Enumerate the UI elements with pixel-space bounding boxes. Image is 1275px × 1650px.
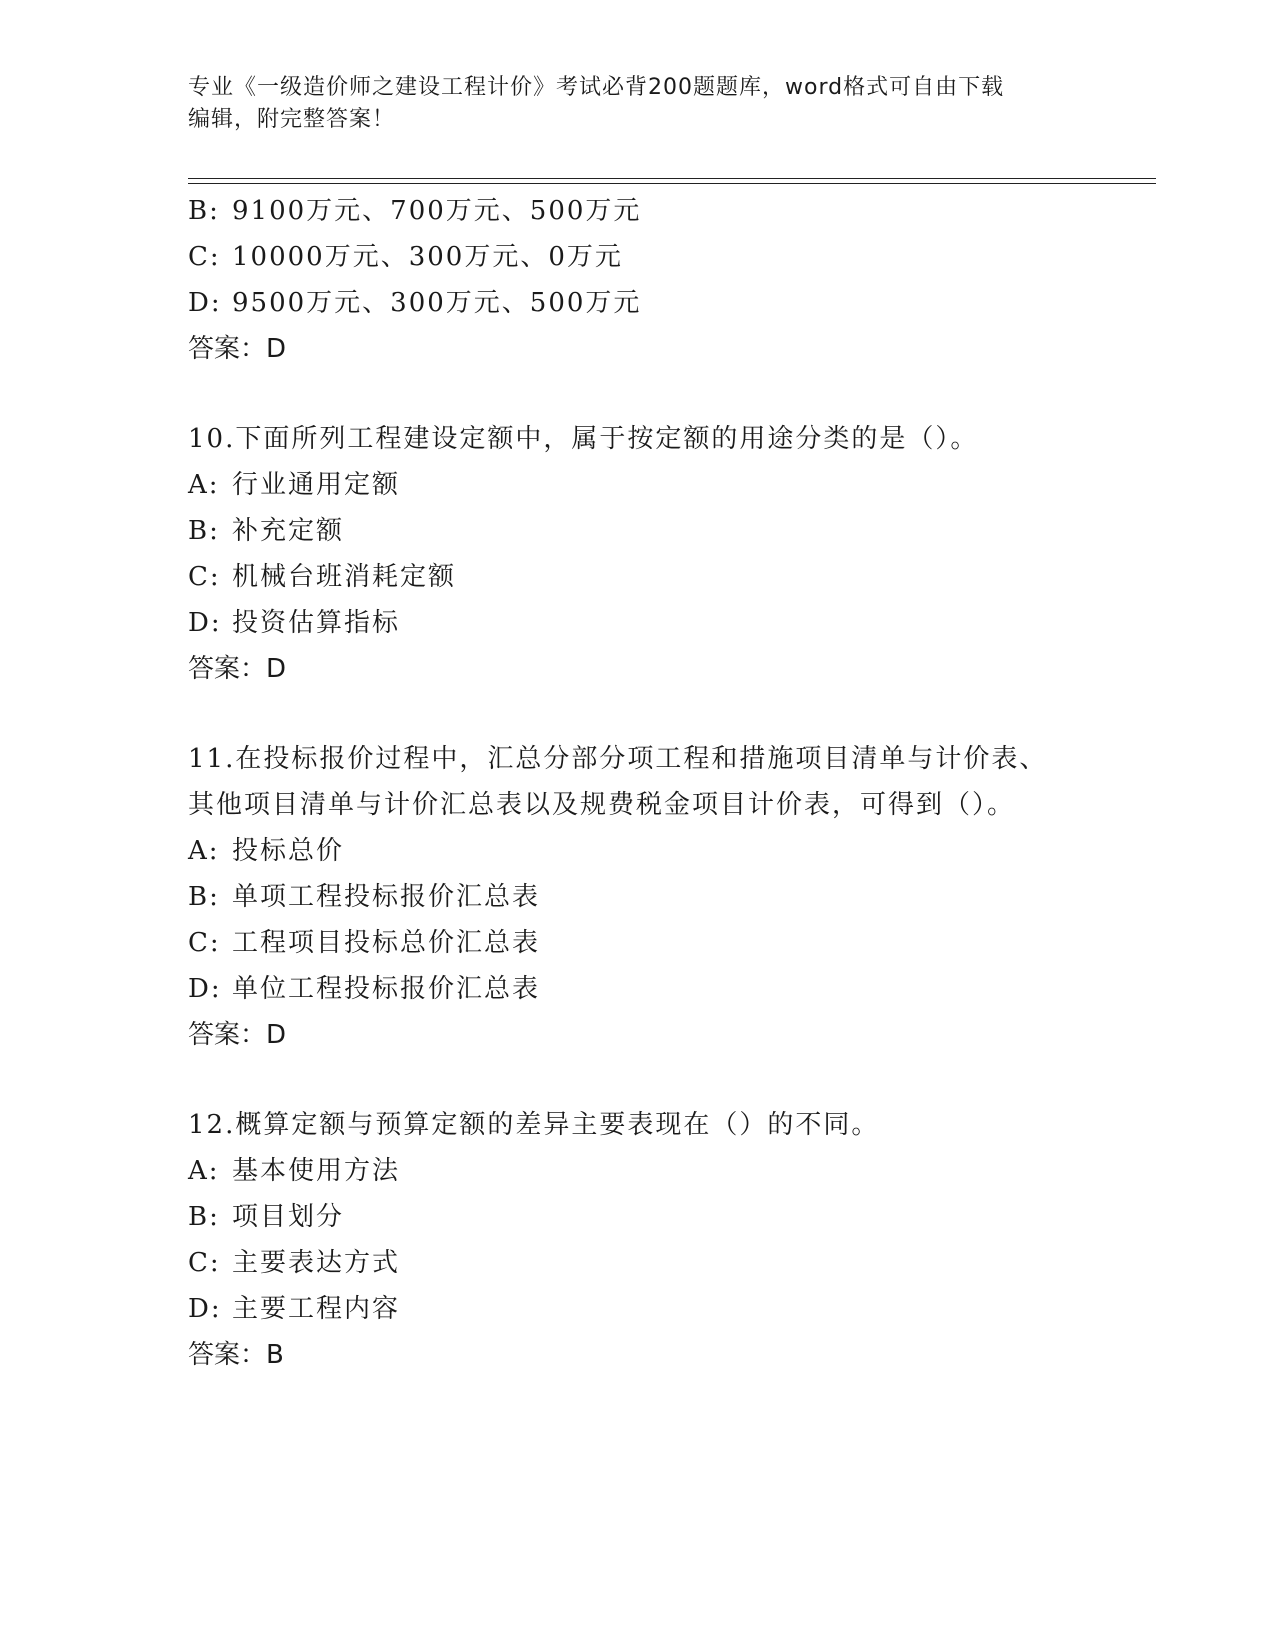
option-text: 单项工程投标报价汇总表	[232, 882, 541, 912]
option-text: 行业通用定额	[232, 470, 401, 500]
option-text: 项目划分	[232, 1202, 345, 1232]
header-line-1: 专业《一级造价师之建设工程计价》考试必背200题题库，word格式可自由下载	[188, 75, 1005, 100]
option-text: 10000万元、300万元、0万元	[232, 242, 623, 272]
option-a	[188, 828, 1156, 874]
option-text: 单位工程投标报价汇总表	[232, 974, 541, 1004]
option-text: 主要工程内容	[232, 1294, 401, 1324]
option-label: B:	[188, 516, 220, 546]
option-text: 主要表达方式	[232, 1248, 401, 1278]
option-label: D:	[188, 1294, 222, 1324]
question-11	[188, 736, 1156, 1058]
answer-line: 答案：D	[188, 1020, 287, 1050]
option-d	[188, 966, 1156, 1012]
option-c	[188, 234, 1156, 280]
option-text: 投标总价	[232, 836, 345, 866]
option-label: C:	[188, 1248, 221, 1278]
option-text: 工程项目投标总价汇总表	[232, 928, 541, 958]
option-label: B:	[188, 1202, 220, 1232]
option-label: D:	[188, 974, 222, 1004]
header-rule-bottom	[188, 183, 1156, 184]
answer-line: 答案：D	[188, 334, 287, 364]
option-d	[188, 600, 1156, 646]
option-text: 投资估算指标	[232, 608, 401, 638]
option-label: B:	[188, 196, 220, 226]
option-label: D:	[188, 608, 222, 638]
question-12	[188, 1102, 1156, 1378]
option-c	[188, 1240, 1156, 1286]
option-label: C:	[188, 562, 221, 592]
option-b	[188, 1194, 1156, 1240]
option-label: D:	[188, 288, 222, 318]
question-stem-line-2: 其他项目清单与计价汇总表以及规费税金项目计价表，可得到（）。	[188, 790, 1016, 820]
option-a	[188, 1148, 1156, 1194]
option-label: C:	[188, 928, 221, 958]
question-content	[188, 188, 1156, 1422]
option-c	[188, 920, 1156, 966]
option-text: 补充定额	[232, 516, 345, 546]
option-text: 9500万元、300万元、500万元	[232, 288, 642, 318]
question-stem-line-1: 11.在投标报价过程中，汇总分部分项工程和措施项目清单与计价表、	[188, 744, 1048, 774]
option-label: C:	[188, 242, 221, 272]
option-label: B:	[188, 882, 220, 912]
option-text: 基本使用方法	[232, 1156, 401, 1186]
question-stem: 12.概算定额与预算定额的差异主要表现在（）的不同。	[188, 1110, 880, 1140]
option-d	[188, 1286, 1156, 1332]
answer-line: 答案：B	[188, 1340, 284, 1370]
option-b	[188, 874, 1156, 920]
option-label: A:	[188, 1156, 220, 1186]
option-d	[188, 280, 1156, 326]
option-label: A:	[188, 470, 220, 500]
option-a	[188, 462, 1156, 508]
option-text: 9100万元、700万元、500万元	[232, 196, 642, 226]
document-header	[188, 72, 1088, 136]
question-10	[188, 416, 1156, 692]
option-b	[188, 508, 1156, 554]
option-b	[188, 188, 1156, 234]
option-label: A:	[188, 836, 220, 866]
option-text: 机械台班消耗定额	[232, 562, 457, 592]
question-stem: 10.下面所列工程建设定额中，属于按定额的用途分类的是（）。	[188, 424, 979, 454]
answer-line: 答案：D	[188, 654, 287, 684]
partial-question	[188, 188, 1156, 372]
option-c	[188, 554, 1156, 600]
header-rule-top	[188, 178, 1156, 179]
header-line-2: 编辑，附完整答案！	[188, 107, 396, 132]
